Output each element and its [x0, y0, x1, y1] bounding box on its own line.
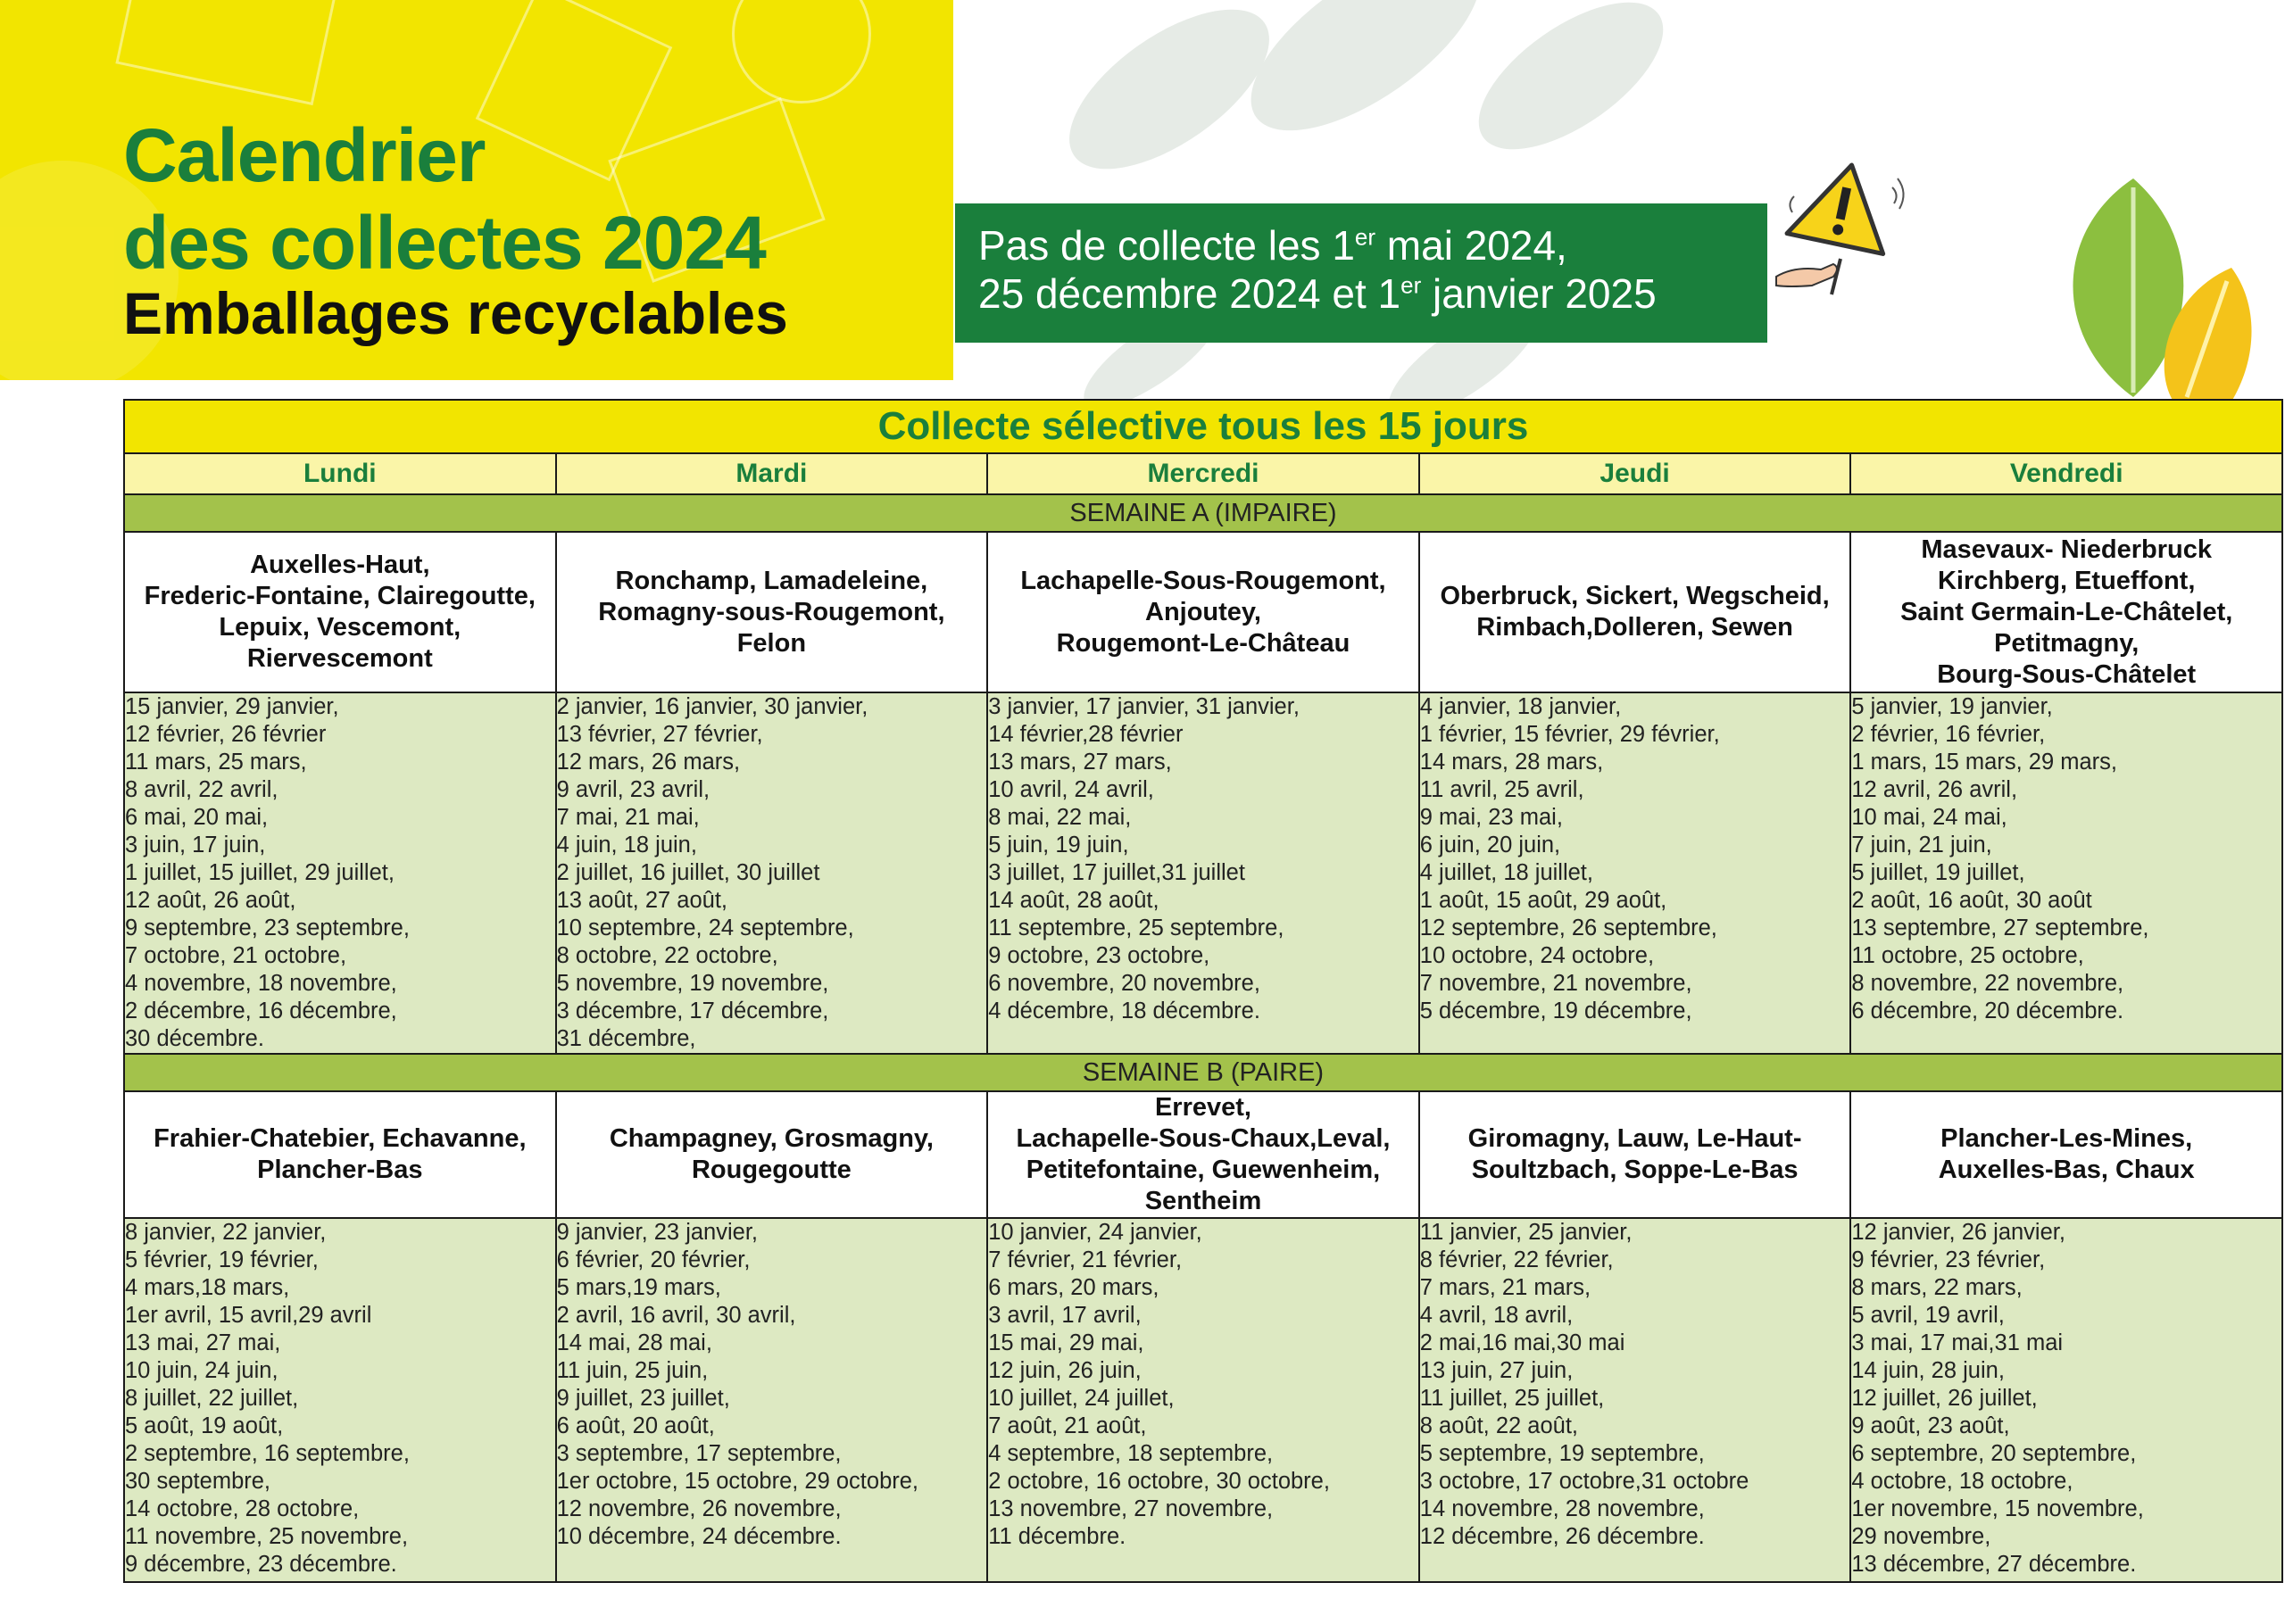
cell-line: 6 novembre, 20 novembre,: [988, 971, 1260, 996]
town-cell: [1419, 532, 1851, 692]
cell-line: 10 janvier, 24 janvier,: [988, 1220, 1202, 1245]
cell-line: Plancher-Bas: [257, 1156, 423, 1184]
cell-line: 3 juin, 17 juin,: [125, 833, 266, 858]
cell-line: Anjoutey,: [1145, 597, 1261, 626]
cell-line: 2 août, 16 août, 30 août: [1851, 888, 2092, 913]
cell-line: 5 juillet, 19 juillet,: [1851, 860, 2025, 885]
cell-line: 9 septembre, 23 septembre,: [125, 916, 410, 940]
decorative-shape: [732, 0, 871, 104]
cell-line: 3 octobre, 17 octobre,31 octobre: [1419, 1469, 1749, 1494]
cell-line: 29 novembre,: [1851, 1524, 1991, 1549]
cell-line: Rimbach,Dolleren, Sewen: [1476, 613, 1793, 642]
no-collection-notice: [955, 203, 1767, 343]
cell-line: 30 septembre,: [125, 1469, 271, 1494]
cell-line: 1 juillet, 15 juillet, 29 juillet,: [125, 860, 395, 885]
cell-line: 2 décembre, 16 décembre,: [125, 998, 397, 1023]
cell-line: 11 janvier, 25 janvier,: [1419, 1220, 1633, 1245]
cell-line: 9 février, 23 février,: [1851, 1247, 2046, 1272]
town-cell: [556, 532, 988, 692]
cell-line: 5 août, 19 août,: [125, 1413, 284, 1438]
cell-line: 8 février, 22 février,: [1419, 1247, 1614, 1272]
cell-line: 7 août, 21 août,: [988, 1413, 1147, 1438]
cell-line: 10 décembre, 24 décembre.: [556, 1524, 842, 1549]
town-cell: [987, 532, 1419, 692]
cell-line: 8 avril, 22 avril,: [125, 777, 278, 802]
cell-line: 30 décembre.: [125, 1026, 264, 1051]
cell-line: 13 novembre, 27 novembre,: [988, 1496, 1274, 1521]
cell-line: 13 mars, 27 mars,: [988, 750, 1172, 775]
day-header-vendredi: Vendredi: [1850, 453, 2282, 494]
cell-line: 11 novembre, 25 novembre,: [125, 1524, 409, 1549]
subtitle: Emballages recyclables: [123, 280, 788, 346]
cell-line: Frahier-Chatebier, Echavanne,: [154, 1124, 527, 1153]
cell-line: 10 juillet, 24 juillet,: [988, 1386, 1175, 1411]
week-b-towns-row: [124, 1091, 2282, 1218]
day-header-lundi: Lundi: [124, 453, 556, 494]
cell-line: 9 avril, 23 avril,: [556, 777, 710, 802]
cell-line: Sentheim: [1144, 1187, 1262, 1215]
town-cell: [124, 532, 556, 692]
cell-line: 7 juin, 21 juin,: [1851, 833, 1992, 858]
cell-line: 31 décembre,: [556, 1026, 696, 1051]
collection-calendar-table: [123, 399, 2283, 1583]
cell-line: 1er octobre, 15 octobre, 29 octobre,: [556, 1469, 919, 1494]
cell-line: 13 août, 27 août,: [556, 888, 728, 913]
cell-line: 7 novembre, 21 novembre,: [1419, 971, 1692, 996]
cell-line: 3 juillet, 17 juillet,31 juillet: [988, 860, 1245, 885]
title-line-2: des collectes 2024: [123, 201, 766, 285]
cell-line: 14 février,28 février: [988, 722, 1184, 747]
dates-cell: [1419, 1218, 1851, 1582]
cell-line: 4 mars,18 mars,: [125, 1275, 290, 1300]
cell-line: 12 février, 26 février: [125, 722, 327, 747]
cell-line: 11 avril, 25 avril,: [1419, 777, 1584, 802]
cell-line: 6 mai, 20 mai,: [125, 805, 269, 830]
cell-line: 3 décembre, 17 décembre,: [556, 998, 829, 1023]
cell-line: 1er novembre, 15 novembre,: [1851, 1496, 2144, 1521]
cell-line: 4 décembre, 18 décembre.: [988, 998, 1260, 1023]
dates-cell: [124, 692, 556, 1054]
cell-line: 11 juillet, 25 juillet,: [1419, 1386, 1605, 1411]
cell-line: 14 août, 28 août,: [988, 888, 1159, 913]
cell-line: 4 octobre, 18 octobre,: [1851, 1469, 2073, 1494]
cell-line: 4 juillet, 18 juillet,: [1419, 860, 1593, 885]
cell-line: Romagny-sous-Rougemont,: [598, 597, 945, 626]
cell-line: Plancher-Les-Mines,: [1940, 1124, 2193, 1153]
cell-line: 12 novembre, 26 novembre,: [556, 1496, 842, 1521]
cell-line: 5 juin, 19 juin,: [988, 833, 1129, 858]
cell-line: 4 septembre, 18 septembre,: [988, 1441, 1274, 1466]
dates-cell: [987, 1218, 1419, 1582]
cell-line: 1 août, 15 août, 29 août,: [1419, 888, 1667, 913]
cell-line: 2 avril, 16 avril, 30 avril,: [556, 1303, 796, 1328]
dates-cell: [1850, 1218, 2282, 1582]
cell-line: Champagney, Grosmagny,: [609, 1124, 934, 1153]
cell-line: Errevet,: [1154, 1093, 1251, 1122]
cell-line: Soultzbach, Soppe-Le-Bas: [1471, 1156, 1799, 1184]
cell-line: 13 juin, 27 juin,: [1419, 1358, 1574, 1383]
cell-line: 9 juillet, 23 juillet,: [556, 1386, 730, 1411]
week-a-towns-row: [124, 532, 2282, 692]
cell-line: Rougegoutte: [691, 1156, 852, 1184]
notice-line-2: 25 décembre 2024 et 1er janvier 2025: [978, 270, 1657, 317]
cell-line: 13 février, 27 février,: [556, 722, 763, 747]
cell-line: 6 septembre, 20 septembre,: [1851, 1441, 2137, 1466]
week-b-label: SEMAINE B (PAIRE): [124, 1054, 2282, 1091]
cell-line: 12 janvier, 26 janvier,: [1851, 1220, 2065, 1245]
cell-line: 6 août, 20 août,: [556, 1413, 715, 1438]
cell-line: 5 février, 19 février,: [125, 1247, 319, 1272]
cell-line: 10 mai, 24 mai,: [1851, 805, 2007, 830]
cell-line: 11 octobre, 25 octobre,: [1851, 943, 2084, 968]
week-a-label: SEMAINE A (IMPAIRE): [124, 494, 2282, 532]
cell-line: 10 juin, 24 juin,: [125, 1358, 278, 1383]
decorative-blob: [1455, 0, 1687, 178]
cell-line: Frederic-Fontaine, Clairegoutte,: [144, 582, 536, 610]
cell-line: Lepuix, Vescemont,: [219, 613, 461, 642]
cell-line: 9 août, 23 août,: [1851, 1413, 2010, 1438]
cell-line: 9 janvier, 23 janvier,: [556, 1220, 758, 1245]
cell-line: 12 septembre, 26 septembre,: [1419, 916, 1717, 940]
cell-line: 8 mai, 22 mai,: [988, 805, 1132, 830]
cell-line: 15 mai, 29 mai,: [988, 1330, 1144, 1355]
cell-line: 2 juillet, 16 juillet, 30 juillet: [556, 860, 820, 885]
cell-line: 8 août, 22 août,: [1419, 1413, 1579, 1438]
cell-line: 2 février, 16 février,: [1851, 722, 2046, 747]
cell-line: 8 octobre, 22 octobre,: [556, 943, 778, 968]
cell-line: 12 avril, 26 avril,: [1851, 777, 2018, 802]
town-cell: [1419, 1091, 1851, 1218]
cell-line: 2 janvier, 16 janvier, 30 janvier,: [556, 694, 868, 719]
table-title: Collecte sélective tous les 15 jours: [124, 400, 2282, 453]
cell-line: 12 décembre, 26 décembre.: [1419, 1524, 1705, 1549]
day-header-jeudi: Jeudi: [1419, 453, 1851, 494]
town-cell: [1850, 1091, 2282, 1218]
cell-line: 12 août, 26 août,: [125, 888, 296, 913]
dates-cell: [1419, 692, 1851, 1054]
cell-line: 10 octobre, 24 octobre,: [1419, 943, 1655, 968]
cell-line: 7 février, 21 février,: [988, 1247, 1183, 1272]
cell-line: Felon: [736, 628, 807, 658]
cell-line: 12 mars, 26 mars,: [556, 750, 741, 775]
cell-line: 5 novembre, 19 novembre,: [556, 971, 829, 996]
cell-line: 6 juin, 20 juin,: [1419, 833, 1561, 858]
cell-line: 4 janvier, 18 janvier,: [1419, 694, 1622, 719]
cell-line: Petitefontaine, Guewenheim,: [1026, 1156, 1381, 1184]
day-header-mercredi: Mercredi: [987, 453, 1419, 494]
cell-line: 9 décembre, 23 décembre.: [125, 1552, 397, 1577]
cell-line: 4 juin, 18 juin,: [556, 833, 697, 858]
cell-line: 14 novembre, 28 novembre,: [1419, 1496, 1705, 1521]
cell-line: 6 décembre, 20 décembre.: [1851, 998, 2124, 1023]
town-cell: [556, 1091, 988, 1218]
cell-line: 6 mars, 20 mars,: [988, 1275, 1159, 1300]
cell-line: 1 mars, 15 mars, 29 mars,: [1851, 750, 2117, 775]
cell-line: 14 mai, 28 mai,: [556, 1330, 712, 1355]
cell-line: Bourg-Sous-Châtelet: [1937, 659, 2197, 689]
week-b-dates-row: [124, 1218, 2282, 1582]
cell-line: 5 mars,19 mars,: [556, 1275, 721, 1300]
cell-line: 5 avril, 19 avril,: [1851, 1303, 2005, 1328]
cell-line: Lachapelle-Sous-Chaux,Leval,: [1016, 1124, 1391, 1153]
cell-line: Kirchberg, Etueffont,: [1937, 566, 2196, 595]
week-a-dates-row: [124, 692, 2282, 1054]
cell-line: 14 mars, 28 mars,: [1419, 750, 1604, 775]
cell-line: 1 février, 15 février, 29 février,: [1419, 722, 1720, 747]
town-cell: [987, 1091, 1419, 1218]
cell-line: 8 mars, 22 mars,: [1851, 1275, 2023, 1300]
cell-line: Giromagny, Lauw, Le-Haut-: [1467, 1124, 1802, 1153]
cell-line: 8 novembre, 22 novembre,: [1851, 971, 2124, 996]
cell-line: 12 juin, 26 juin,: [988, 1358, 1142, 1383]
cell-line: 2 mai,16 mai,30 mai: [1419, 1330, 1625, 1355]
cell-line: 9 mai, 23 mai,: [1419, 805, 1563, 830]
cell-line: Auxelles-Bas, Chaux: [1938, 1156, 2195, 1184]
cell-line: 7 mars, 21 mars,: [1419, 1275, 1591, 1300]
cell-line: 10 septembre, 24 septembre,: [556, 916, 854, 940]
dates-cell: [556, 692, 988, 1054]
town-cell: [1850, 532, 2282, 692]
notice-line-1: Pas de collecte les 1er mai 2024,: [978, 222, 1567, 269]
cell-line: 13 septembre, 27 septembre,: [1851, 916, 2149, 940]
day-header-mardi: Mardi: [556, 453, 988, 494]
cell-line: 15 janvier, 29 janvier,: [125, 694, 339, 719]
cell-line: 4 novembre, 18 novembre,: [125, 971, 397, 996]
decorative-shape: [115, 0, 336, 105]
cell-line: 8 janvier, 22 janvier,: [125, 1220, 327, 1245]
cell-line: 11 mars, 25 mars,: [125, 750, 307, 775]
cell-line: 7 mai, 21 mai,: [556, 805, 700, 830]
cell-line: 9 octobre, 23 octobre,: [988, 943, 1210, 968]
cell-line: Auxelles-Haut,: [250, 551, 430, 579]
cell-line: 11 décembre.: [988, 1524, 1126, 1549]
cell-line: Petitmagny,: [1994, 628, 2140, 658]
cell-line: Masevaux- Niederbruck: [1921, 534, 2212, 564]
cell-line: Ronchamp, Lamadeleine,: [615, 566, 928, 595]
cell-line: 1er avril, 15 avril,29 avril: [125, 1303, 372, 1328]
cell-line: 4 avril, 18 avril,: [1419, 1303, 1574, 1328]
cell-line: 8 juillet, 22 juillet,: [125, 1386, 299, 1411]
leaves-icon: [2017, 170, 2285, 402]
cell-line: 7 octobre, 21 octobre,: [125, 943, 347, 968]
dates-cell: [556, 1218, 988, 1582]
cell-line: 11 juin, 25 juin,: [556, 1358, 709, 1383]
cell-line: 13 décembre, 27 décembre.: [1851, 1552, 2137, 1577]
cell-line: Rougemont-Le-Château: [1056, 628, 1350, 658]
cell-line: 5 septembre, 19 septembre,: [1419, 1441, 1705, 1466]
dates-cell: [987, 692, 1419, 1054]
cell-line: 3 septembre, 17 septembre,: [556, 1441, 842, 1466]
cell-line: 13 mai, 27 mai,: [125, 1330, 281, 1355]
cell-line: 5 décembre, 19 décembre,: [1419, 998, 1692, 1023]
warning-sign-icon: [1758, 152, 1910, 303]
cell-line: Saint Germain-Le-Châtelet,: [1900, 597, 2233, 626]
dates-cell: [124, 1218, 556, 1582]
cell-line: 3 avril, 17 avril,: [988, 1303, 1142, 1328]
cell-line: 10 avril, 24 avril,: [988, 777, 1154, 802]
cell-line: 2 septembre, 16 septembre,: [125, 1441, 410, 1466]
cell-line: 14 octobre, 28 octobre,: [125, 1496, 360, 1521]
title-line-1: Calendrier: [123, 113, 486, 197]
cell-line: Riervescemont: [246, 644, 433, 673]
town-cell: [124, 1091, 556, 1218]
cell-line: Oberbruck, Sickert, Wegscheid,: [1440, 582, 1830, 610]
cell-line: 6 février, 20 février,: [556, 1247, 751, 1272]
cell-line: 2 octobre, 16 octobre, 30 octobre,: [988, 1469, 1330, 1494]
cell-line: 11 septembre, 25 septembre,: [988, 916, 1284, 940]
cell-line: 12 juillet, 26 juillet,: [1851, 1386, 2038, 1411]
dates-cell: [1850, 692, 2282, 1054]
cell-line: 3 janvier, 17 janvier, 31 janvier,: [988, 694, 1300, 719]
cell-line: 5 janvier, 19 janvier,: [1851, 694, 2053, 719]
cell-line: Lachapelle-Sous-Rougemont,: [1020, 566, 1386, 595]
cell-line: 3 mai, 17 mai,31 mai: [1851, 1330, 2064, 1355]
cell-line: 14 juin, 28 juin,: [1851, 1358, 2005, 1383]
